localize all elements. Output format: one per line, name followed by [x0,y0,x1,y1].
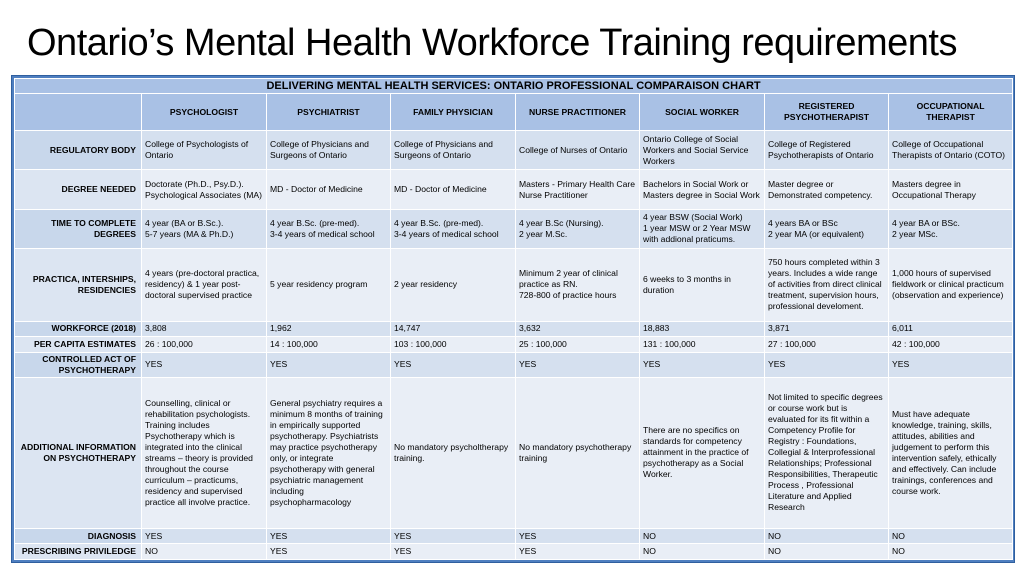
table-cell: NO [889,544,1013,560]
table-cell: Master degree or Demonstrated competency. [765,170,889,209]
table-cell: 14 : 100,000 [267,337,391,353]
table-row [15,528,1013,544]
table-cell: College of Nurses of Ontario [516,131,640,170]
table-cell: 4 year B.Sc (Nursing). 2 year M.Sc. [516,209,640,248]
table-cell: College of Physicians and Surgeons of Ontario [267,131,391,170]
table-cell: Minimum 2 year of clinical practice as RN. 728-800 of practice hours [516,249,640,322]
table-row [15,377,1013,528]
table-cell: 26 : 100,000 [142,337,267,353]
table-row [15,170,1013,209]
table-cell: 103 : 100,000 [391,337,516,353]
table-cell: College of Registered Psychotherapists of Ontario [765,131,889,170]
table-cell: Must have adequate knowledge, training, skills, attitudes, abilities and judgement to perform this intervention safely, ethically and effectively. Can include trainings, conferences and course work. [889,377,1013,528]
table-cell: 4 year BA or BSc. 2 year MSc. [889,209,1013,248]
table-cell: College of Occupational Therapists of Ontario (COTO) [889,131,1013,170]
comparison-table [14,78,1013,560]
column-header: PSYCHIATRIST [267,94,391,131]
corner-cell [15,94,142,131]
column-header: FAMILY PHYSICIAN [391,94,516,131]
page-title: Ontario’s Mental Health Workforce Training requirements [27,22,957,64]
table-cell: Masters - Primary Health Care Nurse Practitioner [516,170,640,209]
table-cell: 1,962 [267,321,391,337]
table-cell: Doctorate (Ph.D., Psy.D.). Psychological Associates (MA) [142,170,267,209]
table-cell: NO [765,544,889,560]
row-label: REGULATORY BODY [15,131,142,170]
table-cell: 3,871 [765,321,889,337]
table-cell: 4 years BA or BSc 2 year MA (or equivalent) [765,209,889,248]
table-cell: There are no specifics on standards for competency attainment in the practice of psychotherapy as a Social Worker. [640,377,765,528]
row-label: WORKFORCE (2018) [15,321,142,337]
table-cell: NO [640,528,765,544]
table-cell: 4 year B.Sc. (pre-med). 3-4 years of medical school [267,209,391,248]
row-label: CONTROLLED ACT OF PSYCHOTHERAPY [15,352,142,377]
table-cell: College of Psychologists of Ontario [142,131,267,170]
table-cell: 42 : 100,000 [889,337,1013,353]
row-label: ADDITIONAL INFORMATION ON PSYCHOTHERAPY [15,377,142,528]
table-cell: 750 hours completed within 3 years. Includes a wide range of activities from direct clinical treatment, supervision hours, professional develoment. [765,249,889,322]
table-cell: NO [640,544,765,560]
table-cell: NO [142,544,267,560]
table-cell: YES [391,528,516,544]
table-cell: Bachelors in Social Work or Masters degree in Social Work [640,170,765,209]
table-cell: 6 weeks to 3 months in duration [640,249,765,322]
table-cell: YES [516,352,640,377]
table-cell: 3,632 [516,321,640,337]
table-row [15,337,1013,353]
row-label: PER CAPITA ESTIMATES [15,337,142,353]
table-cell: 131 : 100,000 [640,337,765,353]
table-cell: YES [267,528,391,544]
table-cell: YES [142,528,267,544]
table-cell: 3,808 [142,321,267,337]
table-cell: YES [889,352,1013,377]
table-row [15,352,1013,377]
table-cell: YES [391,544,516,560]
table-cell: YES [267,352,391,377]
table-cell: MD - Doctor of Medicine [391,170,516,209]
row-label: DIAGNOSIS [15,528,142,544]
row-label: PRESCRIBING PRIVILEDGE [15,544,142,560]
table-cell: Counselling, clinical or rehabilitation psychologists. Training includes Psychotherapy which is integrated into the clinical streams – theory is provided throughout the course curriculum – practicums, residency and supervised practice all involve practice. [142,377,267,528]
row-label: DEGREE NEEDED [15,170,142,209]
table-cell: 4 years (pre-doctoral practica, residency) & 1 year post-doctoral supervised practice [142,249,267,322]
table-cell: 27 : 100,000 [765,337,889,353]
table-row [15,131,1013,170]
table-cell: 25 : 100,000 [516,337,640,353]
table-cell: MD - Doctor of Medicine [267,170,391,209]
table-cell: 6,011 [889,321,1013,337]
table-row [15,249,1013,322]
table-cell: 18,883 [640,321,765,337]
comparison-chart [12,76,1014,562]
table-cell: Ontario College of Social Workers and Social Service Workers [640,131,765,170]
table-cell: YES [765,352,889,377]
table-cell: 5 year residency program [267,249,391,322]
column-header-row [15,94,1013,131]
table-cell: NO [765,528,889,544]
table-cell: 4 year (BA or B.Sc.). 5-7 years (MA & Ph.D.) [142,209,267,248]
table-cell: YES [516,544,640,560]
column-header: NURSE PRACTITIONER [516,94,640,131]
table-cell: NO [889,528,1013,544]
table-cell: 2 year residency [391,249,516,322]
chart-caption: DELIVERING MENTAL HEALTH SERVICES: ONTARIO PROFESSIONAL COMPARAISON CHART [15,79,1013,94]
column-header: OCCUPATIONAL THERAPIST [889,94,1013,131]
table-cell: YES [391,352,516,377]
table-cell: 4 year B.Sc. (pre-med). 3-4 years of medical school [391,209,516,248]
column-header: REGISTERED PSYCHOTHERAPIST [765,94,889,131]
table-cell: 1,000 hours of supervised fieldwork or clinical practicum (observation and experience) [889,249,1013,322]
table-cell: YES [640,352,765,377]
table-cell: Not limited to specific degrees or course work but is evaluated for its fit within a Competency Profile for Registry : Foundations, Collegial & Interprofessional Relationships; Professional Responsibilities, Therapeutic Process , Professional Literature and Applied Research [765,377,889,528]
row-label: PRACTICA, INTERSHIPS, RESIDENCIES [15,249,142,322]
column-header: SOCIAL WORKER [640,94,765,131]
table-cell: Masters degree in Occupational Therapy [889,170,1013,209]
table-row [15,544,1013,560]
table-cell: College of Physicians and Surgeons of Ontario [391,131,516,170]
column-header: PSYCHOLOGIST [142,94,267,131]
row-label: TIME TO COMPLETE DEGREES [15,209,142,248]
table-cell: 4 year BSW (Social Work) 1 year MSW or 2 Year MSW with addional praticums. [640,209,765,248]
table-row [15,209,1013,248]
table-cell: YES [142,352,267,377]
table-cell: No mandatory psychotherapy training [516,377,640,528]
table-cell: 14,747 [391,321,516,337]
table-cell: No mandatory psycholtherapy training. [391,377,516,528]
table-cell: YES [516,528,640,544]
table-cell: General psychiatry requires a minimum 8 months of training in empirically supported psychotherapy. Psychiatrists may practice psychotherapy only, or integrate psychotherapy with general psychiatric management including psychopharmacology [267,377,391,528]
table-row [15,321,1013,337]
table-cell: YES [267,544,391,560]
